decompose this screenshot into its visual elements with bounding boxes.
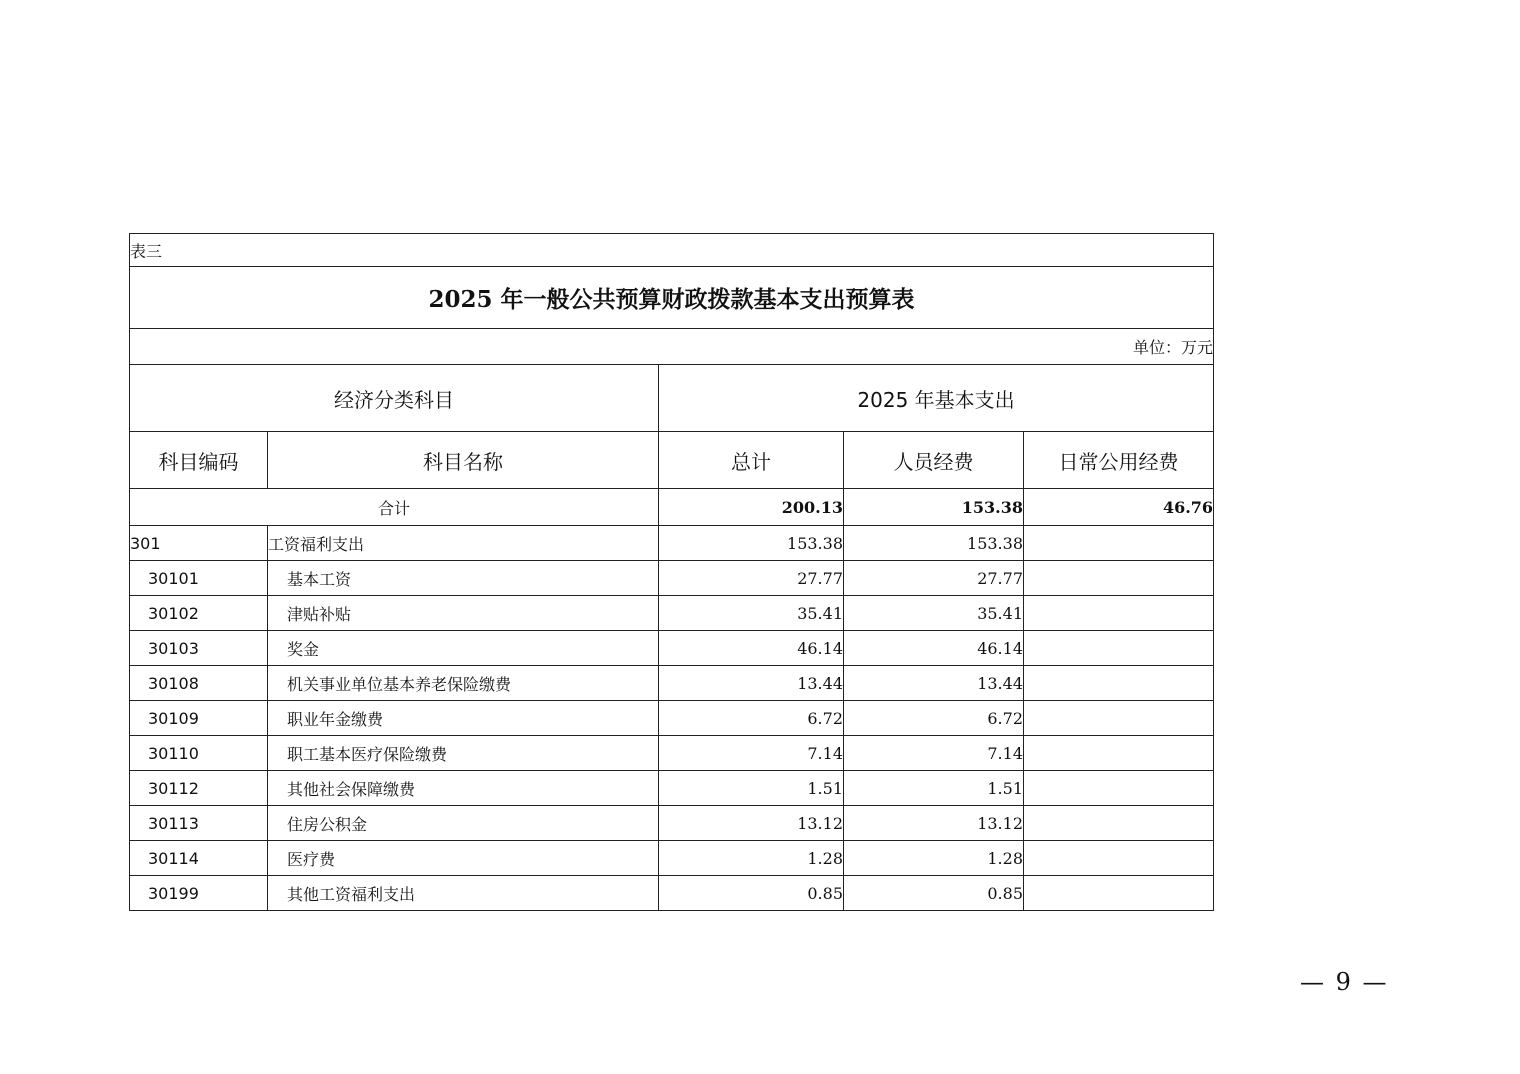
row-total: 13.44 [659,666,844,701]
row-total: 13.12 [659,806,844,841]
row-name: 职工基本医疗保险缴费 [268,736,659,771]
total-personnel: 153.38 [844,489,1024,526]
row-personnel: 46.14 [844,631,1024,666]
row-personnel: 1.28 [844,841,1024,876]
row-code: 30110 [130,736,268,771]
row-public [1024,771,1214,806]
table-row [130,526,1214,561]
table-row [130,596,1214,631]
row-code: 30112 [130,771,268,806]
row-total: 0.85 [659,876,844,911]
row-public [1024,596,1214,631]
row-public [1024,701,1214,736]
row-public [1024,526,1214,561]
column-header-public: 日常公用经费 [1024,432,1214,489]
row-total: 6.72 [659,701,844,736]
table-title: 2025 年一般公共预算财政拨款基本支出预算表 [130,267,1214,329]
row-code: 30102 [130,596,268,631]
row-name: 医疗费 [268,841,659,876]
header-group-basic-expenditure: 2025 年基本支出 [659,365,1214,432]
row-public [1024,631,1214,666]
row-personnel: 7.14 [844,736,1024,771]
row-personnel: 6.72 [844,701,1024,736]
total-public: 46.76 [1024,489,1214,526]
unit-row [130,329,1214,365]
row-personnel: 153.38 [844,526,1024,561]
row-public [1024,561,1214,596]
table-row [130,666,1214,701]
table-row [130,701,1214,736]
row-code: 30113 [130,806,268,841]
row-name: 工资福利支出 [268,526,659,561]
total-value: 200.13 [659,489,844,526]
row-code: 30109 [130,701,268,736]
row-code: 30101 [130,561,268,596]
row-public [1024,806,1214,841]
row-total: 1.51 [659,771,844,806]
row-name: 其他社会保障缴费 [268,771,659,806]
row-personnel: 13.12 [844,806,1024,841]
row-code: 30114 [130,841,268,876]
row-personnel: 0.85 [844,876,1024,911]
row-personnel: 1.51 [844,771,1024,806]
row-total: 35.41 [659,596,844,631]
column-header-total: 总计 [659,432,844,489]
row-name: 职业年金缴费 [268,701,659,736]
table-row [130,561,1214,596]
header-group-economic: 经济分类科目 [130,365,659,432]
table-label-row [130,234,1214,267]
row-personnel: 27.77 [844,561,1024,596]
row-code: 30103 [130,631,268,666]
page-number: — 9 — [1300,968,1389,996]
total-row [130,489,1214,526]
table-row [130,806,1214,841]
row-name: 住房公积金 [268,806,659,841]
row-code: 30108 [130,666,268,701]
row-public [1024,666,1214,701]
row-personnel: 35.41 [844,596,1024,631]
row-name: 其他工资福利支出 [268,876,659,911]
row-name: 机关事业单位基本养老保险缴费 [268,666,659,701]
column-header-row [130,432,1214,489]
table-row [130,631,1214,666]
row-total: 7.14 [659,736,844,771]
row-total: 1.28 [659,841,844,876]
column-header-personnel: 人员经费 [844,432,1024,489]
row-total: 27.77 [659,561,844,596]
row-total: 46.14 [659,631,844,666]
table-row [130,841,1214,876]
row-name: 奖金 [268,631,659,666]
row-total: 153.38 [659,526,844,561]
title-row [130,267,1214,329]
table-row [130,876,1214,911]
row-personnel: 13.44 [844,666,1024,701]
table-label: 表三 [130,234,1214,267]
budget-table [129,233,1214,911]
column-header-name: 科目名称 [268,432,659,489]
table-row [130,736,1214,771]
row-code: 30199 [130,876,268,911]
row-name: 基本工资 [268,561,659,596]
row-name: 津贴补贴 [268,596,659,631]
table-row [130,771,1214,806]
column-header-code: 科目编码 [130,432,268,489]
header-group-row [130,365,1214,432]
row-public [1024,841,1214,876]
unit-label: 单位：万元 [130,329,1214,365]
row-public [1024,736,1214,771]
row-code: 301 [130,526,268,561]
total-label: 合计 [130,489,659,526]
row-public [1024,876,1214,911]
